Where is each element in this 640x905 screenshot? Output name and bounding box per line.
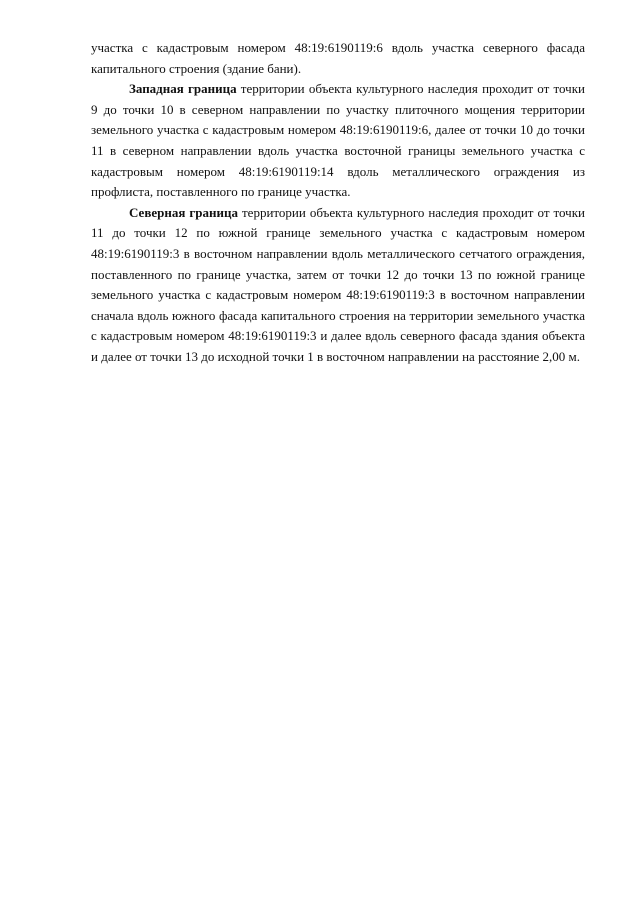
paragraph-text: территории объекта культурного наследия проходит от точки 11 до точки 12 по южной границе земельного участка с кадастровым номером 48:19:6190119:3 в восточном направлении вдоль металлического сетчатого ограждения, поставленного по границе участка, затем от точки 12 до точки 13 по южной границе земельного участка с кадастровым номером 48:19:6190119:3 в восточном направлении сначала вдоль южного фасада капитального строения на территории земельного участка с кадастровым номером 48:19:6190119:3 и далее вдоль северного фасада здания объекта и далее от точки 13 до исходной точки 1 в восточном направлении на расстояние 2,00 м.	[91, 204, 585, 364]
paragraph-continuation	[91, 38, 585, 79]
paragraph-north-boundary	[91, 203, 585, 368]
west-boundary-heading: Западная граница	[129, 81, 237, 97]
north-boundary-heading: Северная граница	[129, 204, 238, 220]
paragraph-text: территории объекта культурного наследия проходит от точки 9 до точки 10 в северном направлении по участку плиточного мощения территории земельного участка с кадастровым номером 48:19:6190119:6, далее от точки 10 до точки 11 в северном направлении вдоль участка восточной границы земельного участка с кадастровым номером 48:19:6190119:14 вдоль металлического ограждения из профлиста, поставленного по границе участка.	[91, 81, 585, 200]
paragraph-west-boundary	[91, 79, 585, 203]
paragraph-text: участка с кадастровым номером 48:19:6190119:6 вдоль участка северного фасада капитального строения (здание бани).	[91, 40, 585, 76]
